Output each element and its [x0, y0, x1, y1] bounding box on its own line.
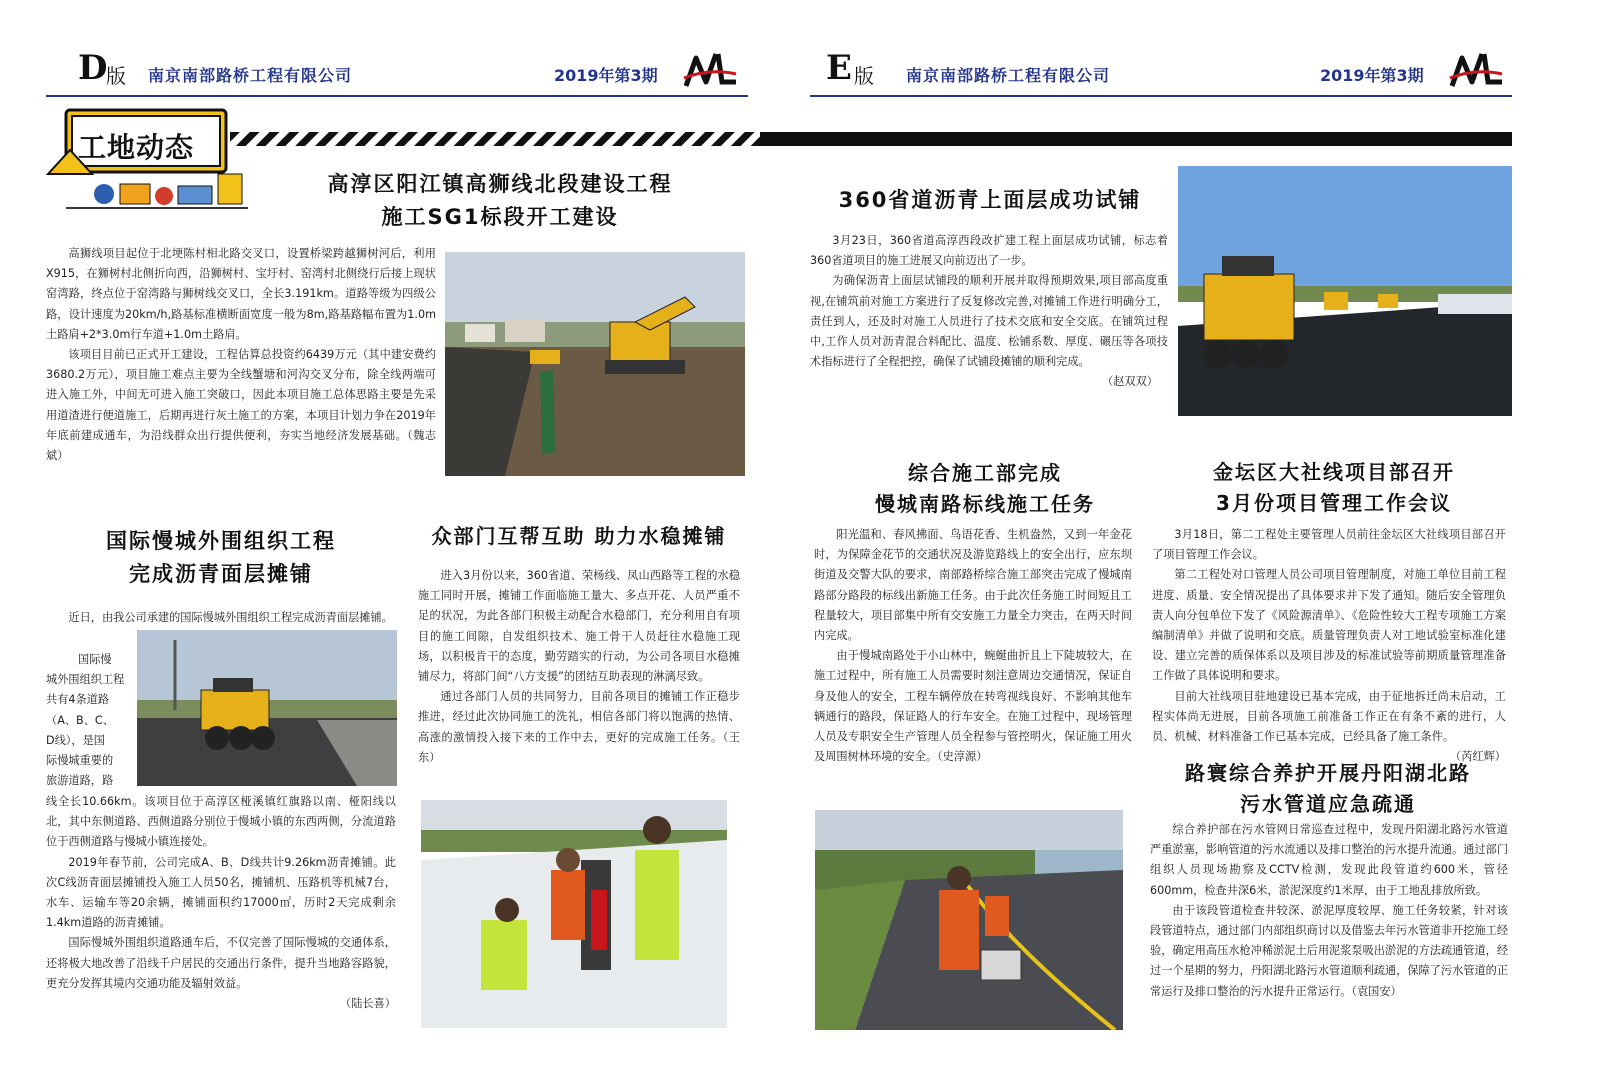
paragraph: 国际慢城外围组织道路通车后，不仅完善了国际慢城的交通体系，还将极大地改善了沿线千户居民的交通出行条件，提升当地路容路貌，更充分发挥其境内交通功能及辐射效益。: [46, 936, 396, 990]
right-company-name: 南京南部路桥工程有限公司: [906, 66, 1111, 85]
article-title-line: 综合施工部完成: [908, 461, 1062, 485]
paragraph: 为确保沥青上面层试铺段的顺利开展并取得预期效果,项目部高度重视,在铺筑前对施工方案进行了反复修改完善,对摊铺工作进行明确分工，责任到人，还及时对施工人员进行了技术交底和安全交底。在铺筑过程中,工作人员对沥青混合料配比、温度、松铺系数、厚度、碾压等各项技术指标进行了全程把控，确保了试铺段摊铺的顺利完成。: [810, 274, 1168, 369]
paragraph: 近日，由我公司承建的国际慢城外围组织工程完成沥青面层摊铺。: [68, 611, 393, 624]
article-body-wrap-column: [46, 650, 130, 791]
article-title: [290, 168, 710, 234]
section-badge: [44, 104, 256, 214]
road-roller-photo: [137, 630, 397, 786]
article-title: [810, 184, 1170, 217]
article-body: [810, 231, 1168, 393]
article-title-line: 3月份项目管理工作会议: [1216, 491, 1452, 515]
article-title-line: 污水管道应急疏通: [1240, 792, 1416, 816]
article-body: [814, 525, 1132, 767]
article-title-line: 路寰综合养护开展丹阳湖北路: [1185, 761, 1471, 785]
article-title-line: 施工SG1标段开工建设: [381, 205, 619, 229]
right-header: [810, 48, 1512, 96]
paragraph: 第二工程处对口管理人员公司项目管理制度，对施工单位目前工程进度、质量、安全情况提出了具体要求并下发了通知。随后安全管理负责人向分包单位下发了《风险源清单》、《危险性较大工程专项施工方案编制清单》并做了说明和交底。质量管理负责人对工地试验室标准化建设、建立完善的质保体系以及项目涉及的标准试验等前期质量管理准备工作做了具体说明和要求。: [1152, 568, 1506, 683]
left-company-name: 南京南部路桥工程有限公司: [148, 66, 353, 85]
road-marking-workers-photo: [815, 810, 1123, 1030]
left-page-ban: 版: [106, 64, 126, 88]
article-body: [46, 792, 396, 1014]
left-page-letter: D: [78, 48, 108, 88]
paragraph: 目前大社线项目驻地建设已基本完成，由于征地拆迁尚未启动，工程实体尚无进展，目前各项施工前准备工作正在有条不紊的进行，人员、机械、材料准备工作已基本完成，已经具备了施工条件。: [1152, 689, 1506, 744]
paragraph: 3月23日，360省道高淳西段改扩建工程上面层成功试铺，标志着360省道项目的施工进展又向前迈出了一步。: [810, 234, 1168, 268]
right-header-rule: [810, 95, 1512, 97]
left-header-rule: [46, 95, 748, 97]
paragraph: 线全长10.66km。该项目位于高淳区桠溪镇红旗路以南、桠阳线以北，其中东侧道路、西侧道路分别位于慢城小镇的东西两侧，分流道路位于西侧道路与慢城小镇连接处。: [46, 795, 396, 849]
paragraph: 阳光温和、春风拂面、鸟语花香、生机盎然，又到一年金花时，为保障金花节的交通状况及游览路线上的安全出行，应东坝街道及交警大队的要求，南部路桥综合施工部突击完成了慢城南路部分路段的标线出新施工任务。由于此次任务施工时间短且工程量较大，项目部集中所有交安施工力量全力突击，在两天时间内完成。: [814, 528, 1132, 643]
right-page-ban: 版: [854, 64, 874, 88]
asphalt-paving-photo: [1178, 166, 1512, 416]
wrapped-line: D线），是国: [46, 733, 105, 747]
wrapped-line: 共有4条道路: [46, 693, 110, 707]
paragraph: 该项目目前已正式开工建设，工程估算总投资约6439万元（其中建安费约3680.2万元），项目施工难点主要为全线蟹塘和河沟交叉分布，除全线两端可进入施工外，中间无可进入施工突破口，因此本项目施工总体思路主要是先采用道渣进行便道施工，后期再进行灰土施工的方案，本项目计划力争在2019年年底前建成通车，为沿线群众出行提供便利，夯实当地经济发展基础。（魏志斌）: [46, 348, 436, 463]
article-title-line: 众部门互帮互助 助力水稳摊铺: [431, 524, 727, 548]
right-page-letter: E: [826, 48, 852, 88]
author-credit: （赵双双）: [1102, 375, 1158, 389]
article-body: [1150, 820, 1508, 1002]
wrapped-line: 城外围组织工程: [46, 673, 125, 687]
left-issue-label: 2019年第3期: [554, 66, 658, 85]
wrapped-line: （A、B、C、: [46, 713, 114, 727]
left-header: [46, 48, 748, 96]
nl-logo-icon: [682, 48, 738, 90]
article-title-line: 完成沥青面层摊铺: [129, 562, 313, 586]
article-title: [830, 458, 1140, 520]
article-title-line: 360省道沥青上面层成功试铺: [838, 188, 1142, 212]
paragraph: 由于该段管道检查井较深、淤泥厚度较厚、施工任务较紧，针对该段管道特点，通过部门内部组织商讨以及借鉴去年污水管道非开挖施工经验，确定用高压水枪冲稀淤泥土后用泥浆泵吸出淤泥的方法疏通管道，经过一个星期的努力，丹阳湖北路污水管道顺利疏通，保障了污水管道的正常运行及排口整治的污水提升正常运行。（袁国安）: [1150, 903, 1509, 998]
author-credit: （芮红辉）: [1450, 750, 1506, 764]
article-body: [1152, 525, 1506, 767]
article-title-line: 慢城南路标线施工任务: [875, 492, 1095, 516]
excavator-site-photo: [445, 252, 745, 476]
article-title: [1166, 457, 1502, 519]
paragraph: 进入3月份以来，360省道、荣杨线、凤山西路等工程的水稳施工同时开展，摊铺工作面临施工量大、多点开花、人员严重不足的状况，为此各部门积极主动配合水稳部门，充分利用自有项目的施工间隙，自发组织技术、施工骨干人员赶往水稳施工现场，以积极肯干的态度，勤劳踏实的行动，为公司各项目水稳摊铺尽力，将部门间“八方支援”的团结互助表现的淋漓尽致。: [418, 569, 740, 684]
article-body: [418, 566, 740, 768]
paragraph: 3月18日，第二工程处主要管理人员前往金坛区大社线项目部召开了项目管理工作会议。: [1152, 528, 1506, 562]
section-badge-label: 工地动态: [78, 131, 195, 164]
wrapped-line: 际慢城重要的: [46, 754, 114, 768]
paragraph: 2019年春节前，公司完成A、B、D线共计9.26km沥青摊铺。此次C线沥青面层摊铺投入施工人员50名，摊铺机、压路机等机械7台，水车、运输车等20余辆，摊铺面积约17000㎡，历时2天完成剩余1.4km道路的沥青摊铺。: [46, 855, 396, 930]
wrapped-line: 国际慢: [78, 653, 112, 666]
article-title-line: 高淳区阳江镇高狮线北段建设工程: [327, 172, 673, 196]
article-title-line: 金坛区大社线项目部召开: [1213, 460, 1455, 484]
paragraph: 由于慢城南路处于小山林中，蜿蜒曲折且上下陡坡较大，在施工过程中，所有施工人员需要时刻注意周边交通情况，保证自身及他人的安全，工程车辆停放在转弯视线良好、不影响其他车辆通行的路段，保证路人的行车安全。在施工过程中，现场管理人员及专职安全生产管理人员全程参与管控明火，保证施工用火及周围树林环境的安全。（史淳源）: [814, 649, 1132, 764]
paragraph: 通过各部门人员的共同努力，目前各项目的摊铺工作正稳步推进，经过此次协同施工的洗礼，相信各部门将以饱满的热情、高涨的激情投入接下来的工作中去，更好的完成施工任务。（王东）: [418, 690, 740, 764]
article-title-line: 国际慢城外围组织工程: [106, 529, 336, 553]
article-title: [1150, 758, 1506, 820]
nl-logo-icon: [1448, 48, 1504, 90]
article-body: [46, 608, 396, 628]
paragraph: 高狮线项目起位于北埂陈村相北路交叉口，设置桥梁跨越狮树河后，利用X915，在狮树村北侧折向西，沿狮树村、宝圩村、窑湾村北侧绕行后接上现状窑湾路，终点位于窑湾路与狮树线交叉口，全长3.191km。道路等级为四级公路，设计速度为20km/h,路基标准横断面宽度一般为8m,路基路幅布置为1.0m土路肩+2*3.0m行车道+1.0m土路肩。: [46, 247, 436, 341]
hazard-stripe-band: [230, 132, 1512, 146]
article-body: [46, 244, 436, 466]
article-title: [46, 525, 396, 591]
author-credit: （陆长喜）: [340, 997, 396, 1011]
article-title: [414, 521, 744, 552]
paragraph: 综合养护部在污水管网日常巡查过程中，发现丹阳湖北路污水管道严重淤塞，影响管道的污水流通以及排口整治的污水提升流通。通过部门组织人员现场勘察及CCTV检测，发现此段管道约600米，管径600mm，检查井深6米，淤泥深度约1米厚，由于工地乱排放所致。: [1150, 823, 1509, 897]
right-issue-label: 2019年第3期: [1320, 66, 1424, 85]
wrapped-line: 旅游道路，路: [46, 774, 114, 788]
core-drilling-workers-photo: [421, 800, 727, 1028]
